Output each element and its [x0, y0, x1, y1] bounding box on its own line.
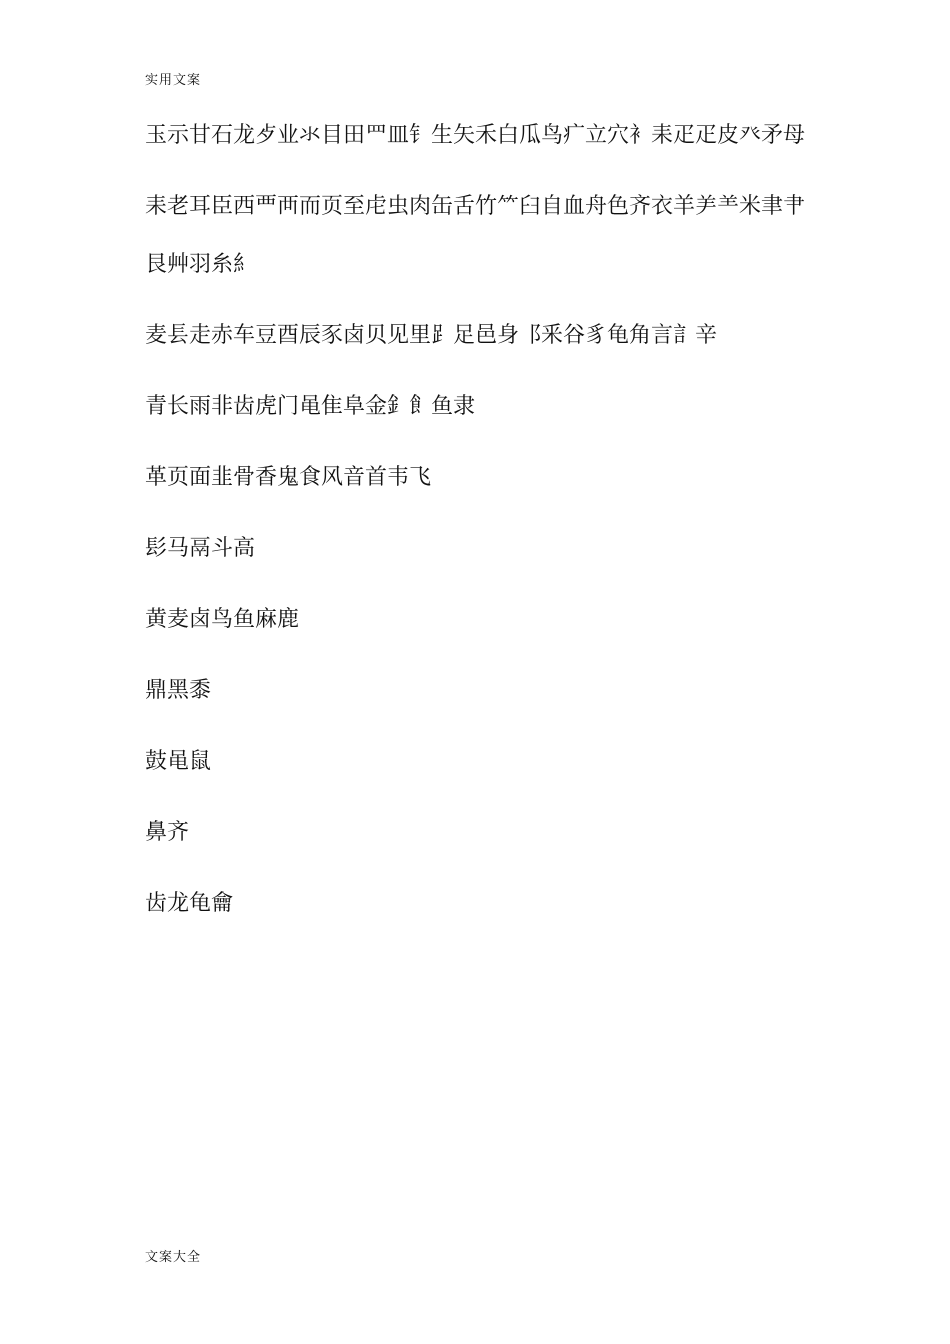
radical-line-6: 髟马鬲斗高 — [145, 536, 256, 561]
page-footer: 文案大全 — [145, 1250, 202, 1265]
radical-line-1: 玉示甘石龙歺业氺目田罒皿钅生矢禾白瓜鸟疒立穴衤耒疋疋皮癶矛母 — [145, 123, 806, 148]
radical-line-8: 鼎黑黍 — [145, 678, 212, 703]
page-header: 实用文案 — [145, 73, 202, 88]
radical-line-10: 鼻齐 — [145, 820, 190, 845]
radical-line-5: 革页面韭骨香鬼食风音首韦飞 — [145, 465, 432, 490]
radical-line-7: 黄麦卤鸟鱼麻鹿 — [145, 607, 300, 632]
radical-line-3: 麦镸走赤车豆酉辰豕卤贝见里⻊足邑身⻏釆谷豸龟角言訁辛 — [145, 323, 718, 348]
radical-line-9: 鼓黾鼠 — [145, 749, 212, 774]
radical-list — [145, 117, 815, 956]
radical-line-4: 青长雨非齿虎门黾隹阜金釒飠鱼隶 — [145, 394, 476, 419]
radical-line-11: 齿龙龟龠 — [145, 891, 234, 916]
radical-line-2: 耒老耳臣西覀襾而页至虍虫肉缶舌竹⺮臼自血舟色齐衣羊⺶⺷米聿⺺艮艸羽糸糹 — [145, 194, 806, 277]
